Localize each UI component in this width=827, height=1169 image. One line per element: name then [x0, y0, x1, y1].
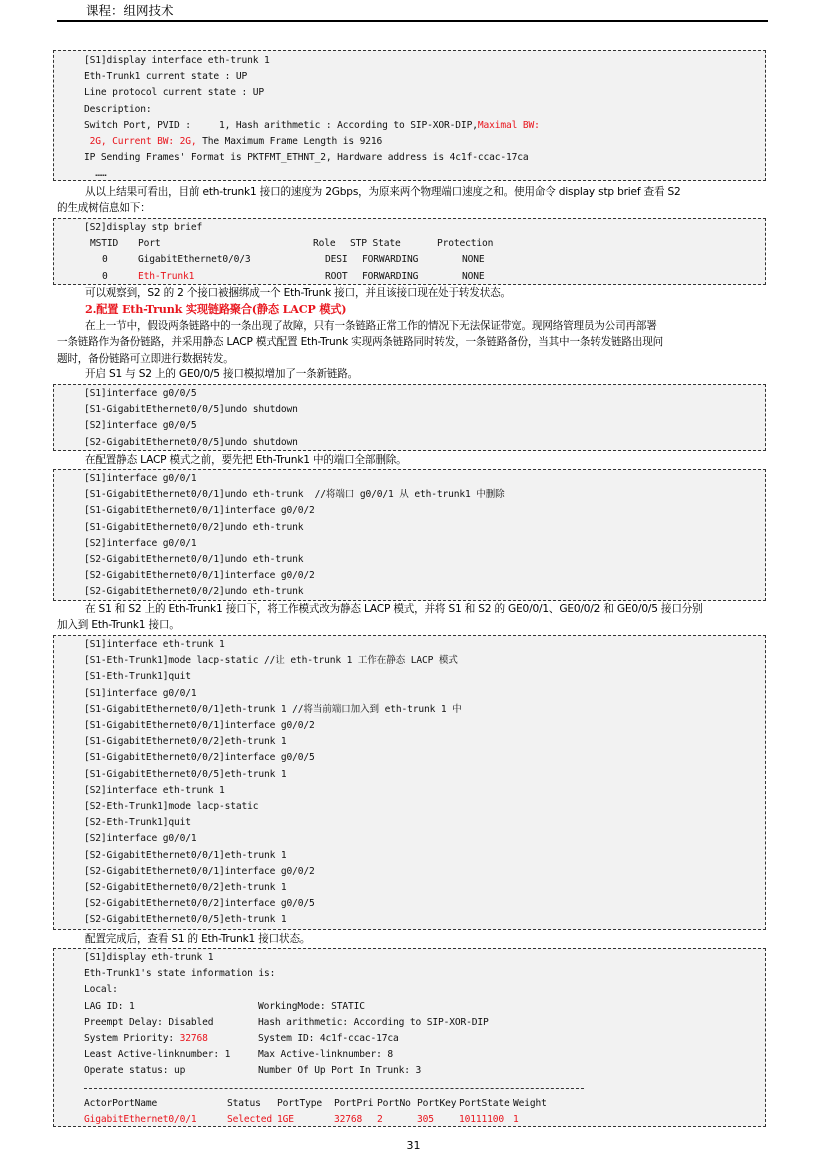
code-line: [S1-Eth-Trunk1]mode lacp-static //让 eth-trunk 1 工作在静态 LACP 模式	[84, 655, 458, 667]
column-header: Protection	[437, 238, 494, 250]
code-block-lacp-static	[53, 635, 766, 930]
cell: 1GE	[277, 1114, 294, 1126]
code-line: Switch Port, PVID : 1, Hash arithmetic : According to SIP-XOR-DIP,	[84, 119, 478, 131]
code-line: [S1-GigabitEthernet0/0/1]interface g0/0/2	[84, 505, 315, 517]
paragraph-line: 开启 S1 与 S2 上的 GE0/0/5 接口模拟增加了一条新链路。	[85, 368, 359, 380]
port-table-row	[84, 1112, 765, 1128]
kv-row	[84, 1047, 765, 1063]
column-header: PortKey	[417, 1097, 457, 1109]
code-line: [S2]display stp brief	[84, 222, 203, 233]
kv-row	[84, 1063, 765, 1079]
code-line: Line protocol current state : UP	[84, 87, 265, 99]
code-line: Eth-Trunk1 current state : UP	[84, 71, 248, 83]
header-rule	[57, 20, 768, 22]
cell: DESI	[325, 254, 348, 266]
paragraph-enable-ports	[57, 366, 768, 382]
code-line: Eth-Trunk1's state information is:	[84, 968, 276, 980]
code-highlight: 2G, Current BW: 2G,	[84, 136, 197, 148]
code-line: The Maximum Frame Length is 9216	[196, 136, 383, 148]
code-line: [S1]interface g0/0/1	[84, 473, 197, 484]
code-lines	[54, 637, 765, 929]
code-line: [S1-GigabitEthernet0/0/1]undo eth-trunk //将端口 g0/0/1 从 eth-trunk1 中删除	[84, 489, 505, 501]
kv-item: System ID: 4c1f-ccac-17ca	[258, 1033, 399, 1045]
code-line: [S1-GigabitEthernet0/0/2]eth-trunk 1	[84, 736, 287, 748]
cell: 2	[377, 1114, 383, 1126]
cell: 0	[102, 270, 108, 282]
kv-item: Least Active-linknumber: 1	[84, 1049, 231, 1061]
column-header: Role	[313, 238, 336, 250]
code-line: [S2-Eth-Trunk1]quit	[84, 817, 191, 829]
paragraph-line: 的生成树信息如下：	[57, 202, 151, 215]
paragraph-line: 一条链路作为备份链路，并采用静态 LACP 模式配置 Eth-Trunk 实现两条链路同时转发，一条链路备份，当其中一条转发链路出现问	[57, 336, 663, 349]
kv-item: Hash arithmetic: According to SIP-XOR-DIP	[258, 1016, 489, 1028]
cell: NONE	[462, 254, 485, 266]
stp-table-header	[54, 236, 765, 252]
code-line: [S2-GigabitEthernet0/0/1]interface g0/0/2	[84, 865, 315, 877]
code-line: [S2-GigabitEthernet0/0/5]eth-trunk 1	[84, 914, 287, 926]
column-header: PortPri	[334, 1097, 374, 1109]
code-line: [S2-GigabitEthernet0/0/1]eth-trunk 1	[84, 849, 287, 861]
separator-rule	[84, 1080, 765, 1096]
column-header: Status	[227, 1097, 261, 1109]
paragraph-result-explanation	[57, 184, 768, 217]
code-block-undo-shutdown	[53, 384, 766, 451]
kv-item: Operate status: up	[84, 1065, 186, 1077]
code-line: [S1-GigabitEthernet0/0/5]undo shutdown	[84, 404, 298, 416]
paragraph-remove-ports	[57, 452, 768, 468]
paragraph-line: 在上一节中，假设两条链路中的一条出现了故障，只有一条链路正常工作的情况下无法保证带宽。现网络管理员为公司再部署	[85, 320, 657, 332]
cell: FORWARDING	[362, 254, 419, 266]
code-lines	[54, 220, 765, 236]
code-line: [S2-GigabitEthernet0/0/2]eth-trunk 1	[84, 882, 287, 894]
kv-label: System Priority:	[84, 1033, 180, 1045]
paragraph-line: 题时，备份链路可立即进行数据转发。	[57, 352, 234, 365]
kv-row	[84, 1031, 765, 1047]
column-header: Port	[138, 238, 161, 250]
paragraph-line: 配置完成后，查看 S1 的 Eth-Trunk1 接口状态。	[85, 933, 311, 945]
code-line: [S2-Eth-Trunk1]mode lacp-static	[84, 801, 259, 813]
cell: GigabitEthernet0/0/1	[84, 1114, 197, 1126]
code-lines	[54, 950, 765, 999]
kv-item: Preempt Delay: Disabled	[84, 1016, 214, 1028]
code-line: [S1-GigabitEthernet0/0/1]eth-trunk 1 //将当前端口加入到 eth-trunk 1 中	[84, 703, 462, 715]
kv-item: WorkingMode: STATIC	[258, 1000, 365, 1012]
kv-value-highlight: 32768	[179, 1033, 208, 1045]
code-line: [S1-GigabitEthernet0/0/5]eth-trunk 1	[84, 768, 287, 780]
kv-row	[84, 999, 765, 1015]
cell: 32768	[334, 1114, 363, 1126]
paragraph-line: 在配置静态 LACP 模式之前，要先把 Eth-Trunk1 中的端口全部删除。	[85, 454, 407, 466]
code-block-display-interface	[53, 50, 766, 181]
code-line: [S1-GigabitEthernet0/0/1]interface g0/0/2	[84, 720, 315, 732]
column-header: STP State	[350, 238, 401, 250]
code-line: [S2-GigabitEthernet0/0/2]undo eth-trunk	[84, 586, 304, 598]
code-block-stp-brief	[53, 218, 766, 285]
code-line: [S1-GigabitEthernet0/0/2]interface g0/0/5	[84, 752, 315, 764]
code-line: [S2]interface g0/0/1	[84, 537, 197, 549]
code-lines	[54, 53, 765, 183]
code-line: ……	[84, 168, 107, 180]
code-line: [S1-GigabitEthernet0/0/2]undo eth-trunk	[84, 521, 304, 533]
code-line: [S2-GigabitEthernet0/0/2]interface g0/0/5	[84, 898, 315, 910]
code-line: [S2-GigabitEthernet0/0/1]undo eth-trunk	[84, 554, 304, 566]
page-number: 31	[406, 1139, 421, 1152]
code-line: [S2]interface g0/0/5	[84, 420, 197, 432]
paragraph-scenario	[57, 318, 768, 367]
code-line: Local:	[84, 984, 118, 996]
column-header: Weight	[513, 1097, 547, 1109]
column-header: MSTID	[90, 238, 119, 250]
cell: 0	[102, 254, 108, 266]
eth-trunk-kv	[54, 999, 765, 1129]
code-line: [S1-Eth-Trunk1]quit	[84, 671, 191, 683]
kv-item: Max Active-linknumber: 8	[258, 1049, 394, 1061]
stp-table-row	[54, 252, 765, 268]
code-line: IP Sending Frames' Format is PKTFMT_ETHNT_2, Hardware address is 4c1f-ccac-17ca	[84, 152, 529, 164]
code-line: [S1]display interface eth-trunk 1	[84, 55, 270, 66]
kv-row	[84, 1015, 765, 1031]
cell: Selected	[227, 1114, 273, 1126]
code-line: [S2-GigabitEthernet0/0/5]undo shutdown	[84, 436, 298, 448]
code-line: [S1]interface g0/0/5	[84, 388, 197, 399]
code-line: [S2]interface eth-trunk 1	[84, 784, 225, 796]
cell-highlight: Eth-Trunk1	[138, 270, 195, 282]
column-header: PortState	[459, 1097, 510, 1109]
kv-item: LAG ID: 1	[84, 1000, 135, 1012]
code-line: [S2-GigabitEthernet0/0/1]interface g0/0/2	[84, 570, 315, 582]
cell: NONE	[462, 270, 485, 282]
cell: 1	[513, 1114, 519, 1126]
cell: FORWARDING	[362, 270, 419, 282]
port-table-header	[84, 1096, 765, 1112]
code-line: [S1]display eth-trunk 1	[84, 952, 214, 963]
code-lines	[54, 386, 765, 451]
section-heading: 2.配置 Eth-Trunk 实现链路聚合(静态 LACP 模式)	[85, 302, 347, 316]
paragraph-line: 在 S1 和 S2 上的 Eth-Trunk1 接口下，将工作模式改为静态 LACP 模式，并将 S1 和 S2 的 GE0/0/1、GE0/0/2 和 GE0/0/5 接口分别	[85, 603, 703, 615]
cell: GigabitEthernet0/0/3	[138, 254, 251, 266]
cell: 305	[417, 1114, 434, 1126]
kv-item	[84, 1031, 258, 1047]
paragraph-lacp-config	[57, 601, 768, 634]
paragraph-observation	[57, 285, 768, 301]
code-block-display-eth-trunk	[53, 948, 766, 1127]
kv-item: Number Of Up Port In Trunk: 3	[258, 1065, 422, 1077]
column-header: PortType	[277, 1097, 323, 1109]
code-block-undo-eth-trunk	[53, 469, 766, 601]
stp-table	[54, 236, 765, 285]
code-lines	[54, 471, 765, 601]
cell: ROOT	[325, 270, 348, 282]
code-highlight: Maximal BW:	[477, 119, 540, 131]
code-line: Description:	[84, 103, 152, 115]
paragraph-line: 可以观察到，S2 的 2 个接口被捆绑成一个 Eth-Trunk 接口，并且该接口现在处于转发状态。	[85, 287, 511, 299]
column-header: PortNo	[377, 1097, 411, 1109]
course-header-title: 课程：组网技术	[86, 3, 174, 18]
code-line: [S1]interface eth-trunk 1	[84, 639, 225, 650]
stp-table-row	[54, 269, 765, 285]
paragraph-line: 从以上结果可看出，目前 eth-trunk1 接口的速度为 2Gbps，为原来两个物理端口速度之和。使用命令 display stp brief 查看 S2	[85, 186, 681, 198]
column-header: ActorPortName	[84, 1097, 158, 1109]
paragraph-check-status	[57, 931, 768, 947]
code-line: [S1]interface g0/0/1	[84, 687, 197, 699]
cell: 10111100	[459, 1114, 505, 1126]
paragraph-line: 加入到 Eth-Trunk1 接口。	[57, 619, 180, 632]
code-line: [S2]interface g0/0/1	[84, 833, 197, 845]
